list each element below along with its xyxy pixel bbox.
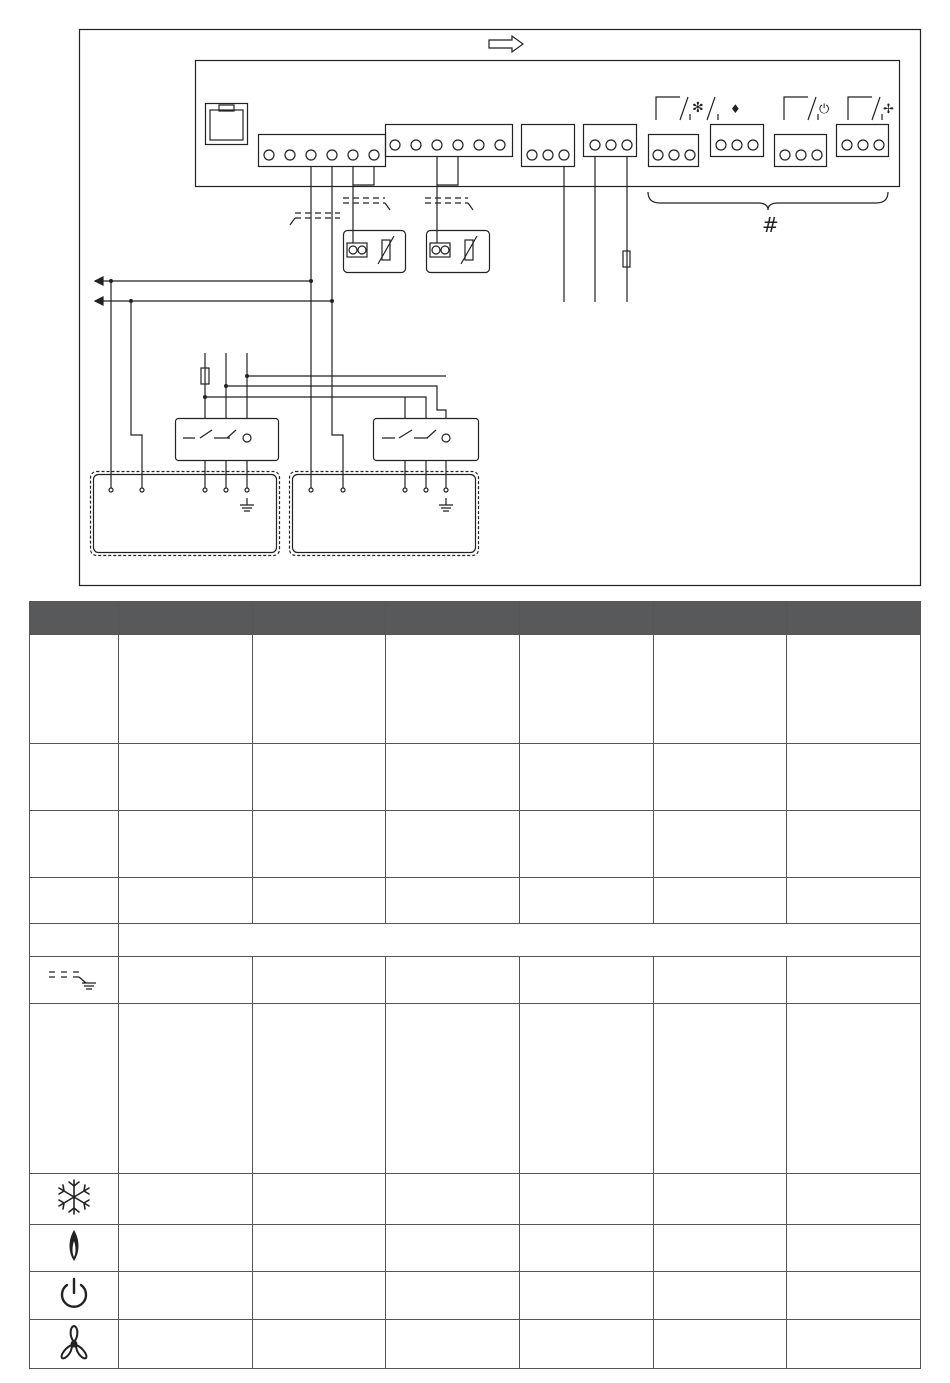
- table-cell: [787, 811, 921, 878]
- table-cell: [787, 1225, 921, 1272]
- wiring-diagram: [0, 0, 950, 595]
- table-cell: [787, 1174, 921, 1225]
- table-cell: [119, 1272, 253, 1320]
- power-icon: [56, 1276, 92, 1312]
- table-row: [30, 957, 921, 1004]
- table-row: [30, 1225, 921, 1272]
- table-cell: [30, 811, 119, 878]
- table-cell: [252, 1320, 386, 1369]
- table-cell: [30, 957, 119, 1004]
- table-header-row: [30, 602, 921, 635]
- table-row: [30, 811, 921, 878]
- table-cell: [119, 878, 253, 924]
- table-cell: [119, 1174, 253, 1225]
- snowflake-icon: [54, 1177, 94, 1217]
- table-cell: [252, 1174, 386, 1225]
- table-row: [30, 1272, 921, 1320]
- table-cell: [252, 957, 386, 1004]
- table-cell: [386, 744, 520, 811]
- table-header-cell: [252, 602, 386, 635]
- table-cell: [653, 1320, 787, 1369]
- rj45-port-icon: [206, 104, 248, 145]
- table-row: [30, 635, 921, 744]
- table-cell: [30, 1004, 119, 1174]
- table-cell: [653, 744, 787, 811]
- table-cell: [386, 1272, 520, 1320]
- table-cell: [653, 811, 787, 878]
- relay-group-label: #: [762, 213, 779, 237]
- indoor-unit-1: [91, 472, 280, 556]
- table-cell: [30, 924, 119, 957]
- table-cell: [787, 878, 921, 924]
- table-cell: [252, 878, 386, 924]
- table-cell: [252, 744, 386, 811]
- flame-icon: [64, 1228, 84, 1264]
- table-cell: [519, 1004, 653, 1174]
- table-cell: [30, 1225, 119, 1272]
- indoor-unit-2: [290, 472, 479, 556]
- power-small-icon: ⏻: [819, 102, 830, 117]
- table-cell: [119, 1320, 253, 1369]
- isolator-2: [374, 419, 479, 461]
- table-row: [30, 924, 921, 957]
- table-cell: [30, 744, 119, 811]
- table-cell: [30, 1174, 119, 1225]
- table-cell: [519, 1320, 653, 1369]
- table-cell: [653, 1174, 787, 1225]
- table-cell: [252, 1004, 386, 1174]
- table-cell: [119, 957, 253, 1004]
- table-cell: [252, 811, 386, 878]
- table-cell: [386, 1320, 520, 1369]
- table-cell: [519, 811, 653, 878]
- table-row: [30, 1320, 921, 1369]
- fan-icon: [54, 1322, 94, 1362]
- table-cell: [519, 744, 653, 811]
- table-row: [30, 878, 921, 924]
- table-cell: [30, 1272, 119, 1320]
- table-cell: [252, 1272, 386, 1320]
- table-cell: [519, 1225, 653, 1272]
- table-cell: [119, 744, 253, 811]
- table-cell: [519, 635, 653, 744]
- table-cell: [252, 635, 386, 744]
- table-cell: [519, 1272, 653, 1320]
- table-cell: [653, 1225, 787, 1272]
- table-cell: [386, 957, 520, 1004]
- table-cell: [653, 957, 787, 1004]
- table-cell: [787, 957, 921, 1004]
- table-cell: [787, 1320, 921, 1369]
- table-header-cell: [119, 602, 253, 635]
- table-cell: [30, 878, 119, 924]
- legend-table: [29, 601, 921, 1369]
- table-cell: [386, 1004, 520, 1174]
- table-header-cell: [386, 602, 520, 635]
- table-cell: [252, 1225, 386, 1272]
- table-cell: [519, 878, 653, 924]
- table-cell: [119, 811, 253, 878]
- table-cell: [787, 744, 921, 811]
- table-cell: [119, 1004, 253, 1174]
- table-cell: [653, 1272, 787, 1320]
- shield-ground-icon: [39, 963, 109, 993]
- flame-small-icon: ♦: [730, 102, 741, 116]
- table-cell: [653, 1004, 787, 1174]
- table-header-cell: [653, 602, 787, 635]
- terminal-block-b: [386, 125, 513, 157]
- table-header-cell: [787, 602, 921, 635]
- isolator-1: [176, 419, 279, 461]
- table-row: [30, 744, 921, 811]
- table-cell: [386, 1174, 520, 1225]
- terminal-block-a: [259, 135, 386, 167]
- table-cell: [386, 811, 520, 878]
- table-cell: [653, 635, 787, 744]
- table-cell: [30, 1320, 119, 1369]
- table-cell: [787, 1004, 921, 1174]
- table-cell: [386, 878, 520, 924]
- table-cell: [653, 878, 787, 924]
- table-header-cell: [30, 602, 119, 635]
- table-cell: [386, 635, 520, 744]
- table-cell: [519, 1174, 653, 1225]
- table-cell: [119, 1225, 253, 1272]
- table-row: [30, 1174, 921, 1225]
- table-cell: [519, 957, 653, 1004]
- table-span-cell: [119, 924, 921, 957]
- fan-small-icon: ✢: [883, 102, 894, 117]
- table-cell: [386, 1225, 520, 1272]
- controller-board: [196, 61, 900, 187]
- table-cell: [787, 635, 921, 744]
- relay-brace: [648, 192, 888, 210]
- table-row: [30, 1004, 921, 1174]
- direction-arrow-icon: [489, 36, 523, 52]
- snowflake-small-icon: ✻: [692, 100, 704, 116]
- table-cell: [30, 635, 119, 744]
- table-cell: [787, 1272, 921, 1320]
- table-cell: [119, 635, 253, 744]
- table-header-cell: [519, 602, 653, 635]
